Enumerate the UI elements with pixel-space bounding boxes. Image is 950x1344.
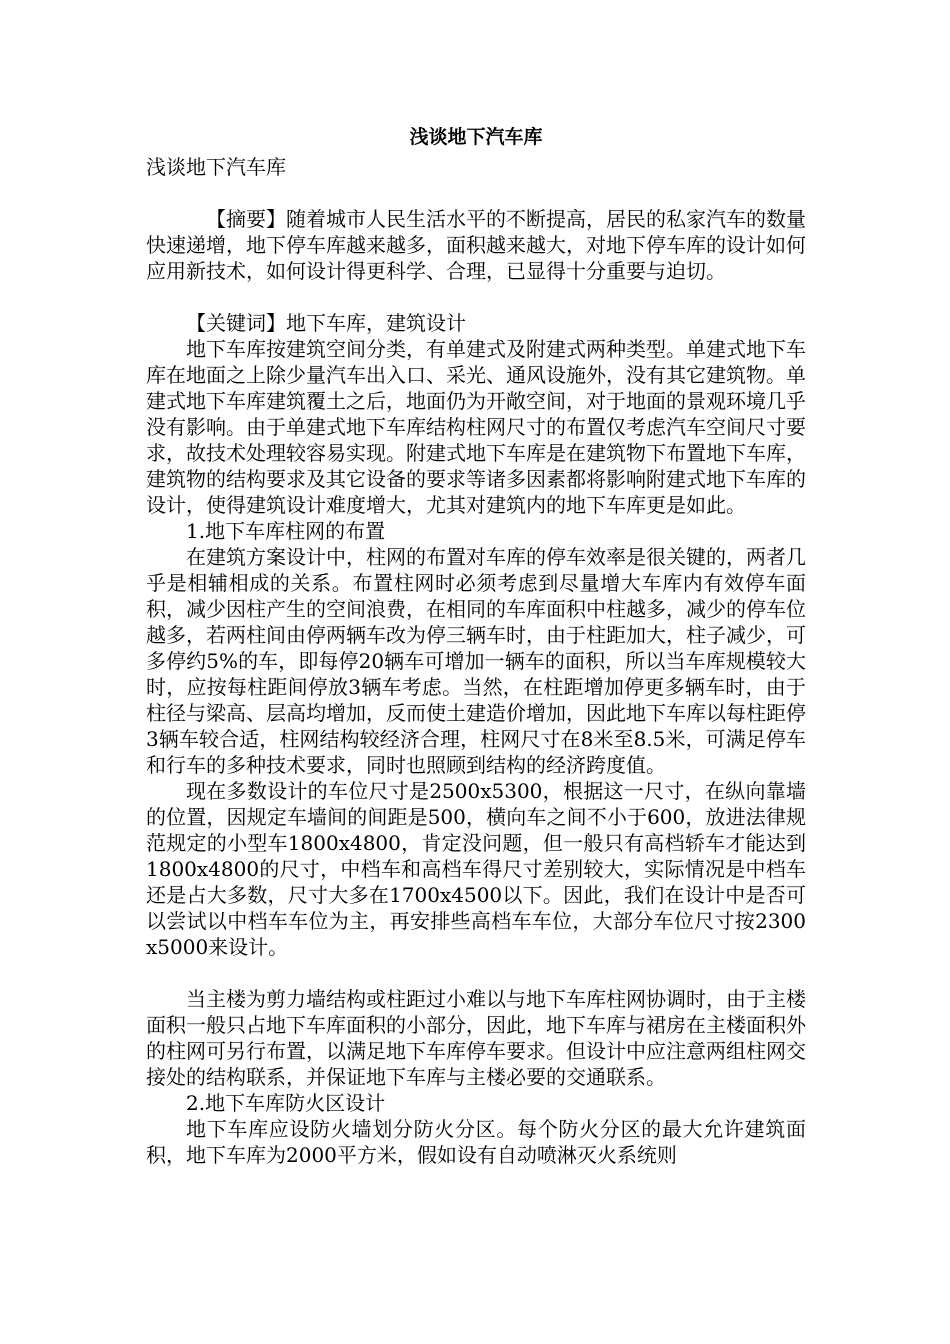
page-title: 浅谈地下汽车库: [409, 126, 543, 148]
abstract-paragraph: 【摘要】随着城市人民生活水平的不断提高，居民的私家汽车的数量快速递增，地下停车库越来越多，面积越来越大，对地下停车库的设计如何应用新技术，如何设计得更科学、合理，已显得十分重要与迫切。: [146, 207, 806, 283]
document-subtitle: 浅谈地下汽车库: [146, 155, 286, 179]
keywords-paragraph: 【关键词】地下车库，建筑设计: [186, 311, 466, 335]
body-paragraph: 现在多数设计的车位尺寸是2500x5300，根据这一尺寸，在纵向靠墙的位置，因规定车墙间的间距是500，横向车之间不小于600，放进法律规范规定的小型车1800x4800，肯定没问题，但一般只有高档轿车才能达到1800x4800的尺寸，中档车和高档车得尺寸差别较大，实际情况是中档车还是占大多数，尺寸大多在1700x4500以下。因此，我们在设计中是否可以尝试以中档车车位为主，再安排些高档车车位，大部分车位尺寸按2300x5000来设计。: [146, 779, 806, 959]
body-paragraph: 在建筑方案设计中，柱网的布置对车库的停车效率是很关键的，两者几乎是相辅相成的关系。布置柱网时必须考虑到尽量增大车库内有效停车面积，减少因柱产生的空间浪费，在相同的车库面积中柱越多，减少的停车位越多，若两柱间由停两辆车改为停三辆车时，由于柱距加大，柱子减少，可多停约5%的车，即每停20辆车可增加一辆车的面积，所以当车库规模较大时，应按每柱距间停放3辆车考虑。当然，在柱距增加停更多辆车时，由于柱径与梁高、层高均增加，反而使土建造价增加，因此地下车库以每柱距停3辆车较合适，柱网结构较经济合理，柱网尺寸在8米至8.5米，可满足停车和行车的多种技术要求，同时也照顾到结构的经济跨度值。: [146, 545, 806, 777]
section-heading-1: 1.地下车库柱网的布置: [186, 519, 386, 543]
spacer: [146, 960, 806, 986]
body-paragraph: 当主楼为剪力墙结构或柱距过小难以与地下车库柱网协调时，由于主楼面积一般只占地下车库面积的小部分，因此，地下车库与裙房在主楼面积外的柱网可另行布置，以满足地下车库停车要求。但设计中应注意两组柱网交接处的结构联系，并保证地下车库与主楼必要的交通联系。: [146, 987, 806, 1089]
body-paragraph: 地下车库应设防火墙划分防火分区。每个防火分区的最大允许建筑面积，地下车库为2000平方米，假如设有自动喷淋灭火系统则: [146, 1117, 806, 1167]
spacer: [146, 284, 806, 310]
section-heading-2: 2.地下车库防火区设计: [186, 1091, 386, 1115]
spacer: [146, 180, 806, 206]
intro-paragraph: 地下车库按建筑空间分类，有单建式及附建式两种类型。单建式地下车库在地面之上除少量汽车出入口、采光、通风设施外，没有其它建筑物。单建式地下车库建筑覆土之后，地面仍为开敞空间，对于地面的景观环境几乎没有影响。由于单建式地下车库结构柱网尺寸的布置仅考虑汽车空间尺寸要求，故技术处理较容易实现。附建式地下车库是在建筑物下布置地下车库，建筑物的结构要求及其它设备的要求等诸多因素都将影响附建式地下车库的设计，使得建筑设计难度增大，尤其对建筑内的地下车库更是如此。: [146, 337, 806, 517]
document-body: [146, 120, 806, 1168]
